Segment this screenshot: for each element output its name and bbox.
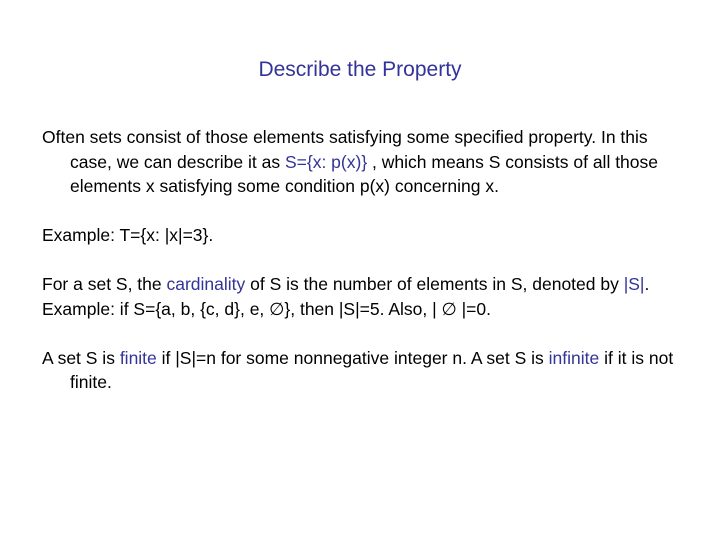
text: For a set S, the <box>42 274 167 294</box>
text: if it is not finite. <box>70 347 674 392</box>
text: of S is the number of elements in S, denoted by <box>245 274 624 294</box>
paragraph-example-t: Example: T={x: |x|=3}. <box>42 225 214 245</box>
slide-title: Describe the Property <box>258 58 462 81</box>
term-finite: finite <box>119 347 157 368</box>
paragraph-cardinality <box>42 272 692 297</box>
term-cardinality: cardinality <box>166 274 246 294</box>
slide-body <box>42 125 692 395</box>
text: , which means S consists of all those elements x satisfying some condition p(x) concerning x. <box>70 151 658 196</box>
text: Often sets consist of those elements satisfying some specified property. In this case, we can describe it as <box>42 127 648 172</box>
term-infinite: infinite <box>548 347 600 368</box>
text: . <box>644 274 650 294</box>
paragraph-set-builder <box>42 125 692 199</box>
text: A set S is <box>42 347 120 368</box>
set-builder-notation: S={x: p(x)} <box>284 151 368 172</box>
paragraph-finite-infinite <box>42 346 692 395</box>
text: if |S|=n for some nonnegative integer n. A set S is <box>156 347 549 368</box>
paragraph-example-cardinality: Example: if S={a, b, {c, d}, e, ∅}, then |S|=5. Also, | ∅ |=0. <box>42 298 492 319</box>
cardinality-notation: |S| <box>623 274 645 294</box>
